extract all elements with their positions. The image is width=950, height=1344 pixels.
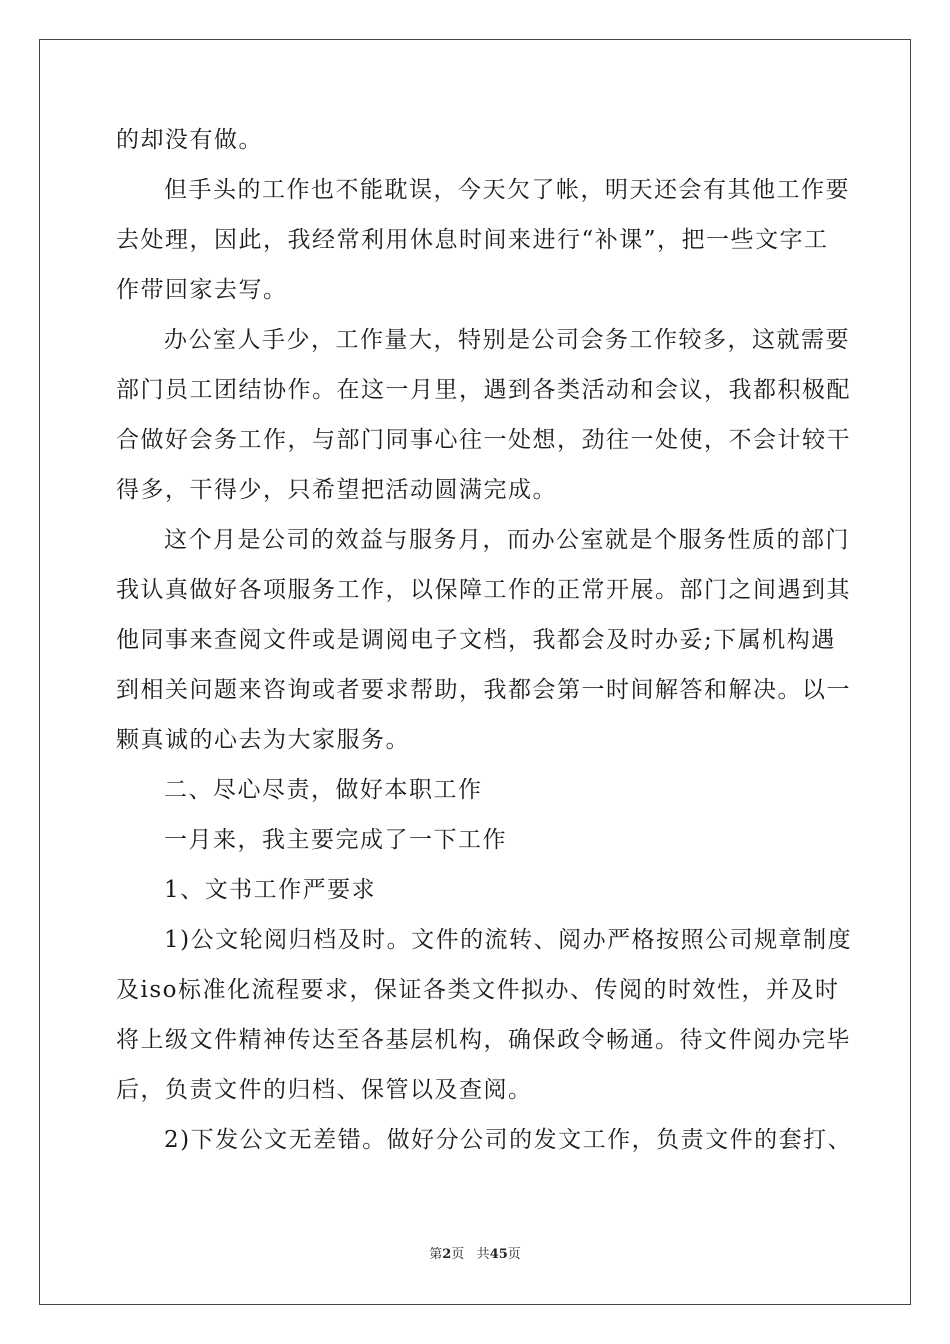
- text-line: 得多，干得少，只希望把活动圆满完成。: [116, 477, 557, 503]
- text-line: 作带回家去写。: [116, 277, 288, 303]
- text-line: 1)公文轮阅归档及时。文件的流转、阅办严格按照公司规章制度: [164, 927, 853, 953]
- page-current: 2: [442, 1247, 452, 1262]
- page-total: 45: [489, 1247, 508, 1262]
- text-line: 部门员工团结协作。在这一月里，遇到各类活动和会议，我都积极配: [116, 377, 851, 403]
- section-heading: 二、尽心尽责，做好本职工作: [164, 777, 483, 803]
- text-line: 他同事来查阅文件或是调阅电子文档，我都会及时办妥;下属机构遇: [116, 627, 836, 653]
- total-prefix: 共: [476, 1247, 490, 1262]
- text-line: 但手头的工作也不能耽误，今天欠了帐，明天还会有其他工作要: [164, 177, 850, 203]
- subsection-heading: 1、文书工作严要求: [164, 877, 377, 903]
- text-line: 这个月是公司的效益与服务月，而办公室就是个服务性质的部门: [164, 527, 850, 553]
- page-prefix: 第: [429, 1247, 443, 1262]
- page-suffix: 页: [451, 1247, 465, 1262]
- text-line: 办公室人手少，工作量大，特别是公司会务工作较多，这就需要: [164, 327, 850, 353]
- text-line: 后，负责文件的归档、保管以及查阅。: [116, 1077, 533, 1103]
- text-line: 合做好会务工作，与部门同事心往一处想，劲往一处使，不会计较干: [116, 427, 851, 453]
- text-line: 2)下发公文无差错。做好分公司的发文工作，负责文件的套打、: [164, 1127, 853, 1153]
- text-line: 去处理，因此，我经常利用休息时间来进行“补课”，把一些文字工: [116, 227, 829, 253]
- text-line: 一月来，我主要完成了一下工作: [164, 827, 507, 853]
- text-line: 及iso标准化流程要求，保证各类文件拟办、传阅的时效性，并及时: [116, 977, 840, 1003]
- text-line: 颗真诚的心去为大家服务。: [116, 727, 410, 753]
- text-line: 到相关问题来咨询或者要求帮助，我都会第一时间解答和解决。以一: [116, 677, 851, 703]
- total-suffix: 页: [507, 1247, 521, 1262]
- page-footer: [0, 1246, 950, 1264]
- text-line: 将上级文件精神传达至各基层机构，确保政令畅通。待文件阅办完毕: [116, 1027, 851, 1053]
- text-line: 的却没有做。: [116, 127, 263, 153]
- text-line: 我认真做好各项服务工作，以保障工作的正常开展。部门之间遇到其: [116, 577, 851, 603]
